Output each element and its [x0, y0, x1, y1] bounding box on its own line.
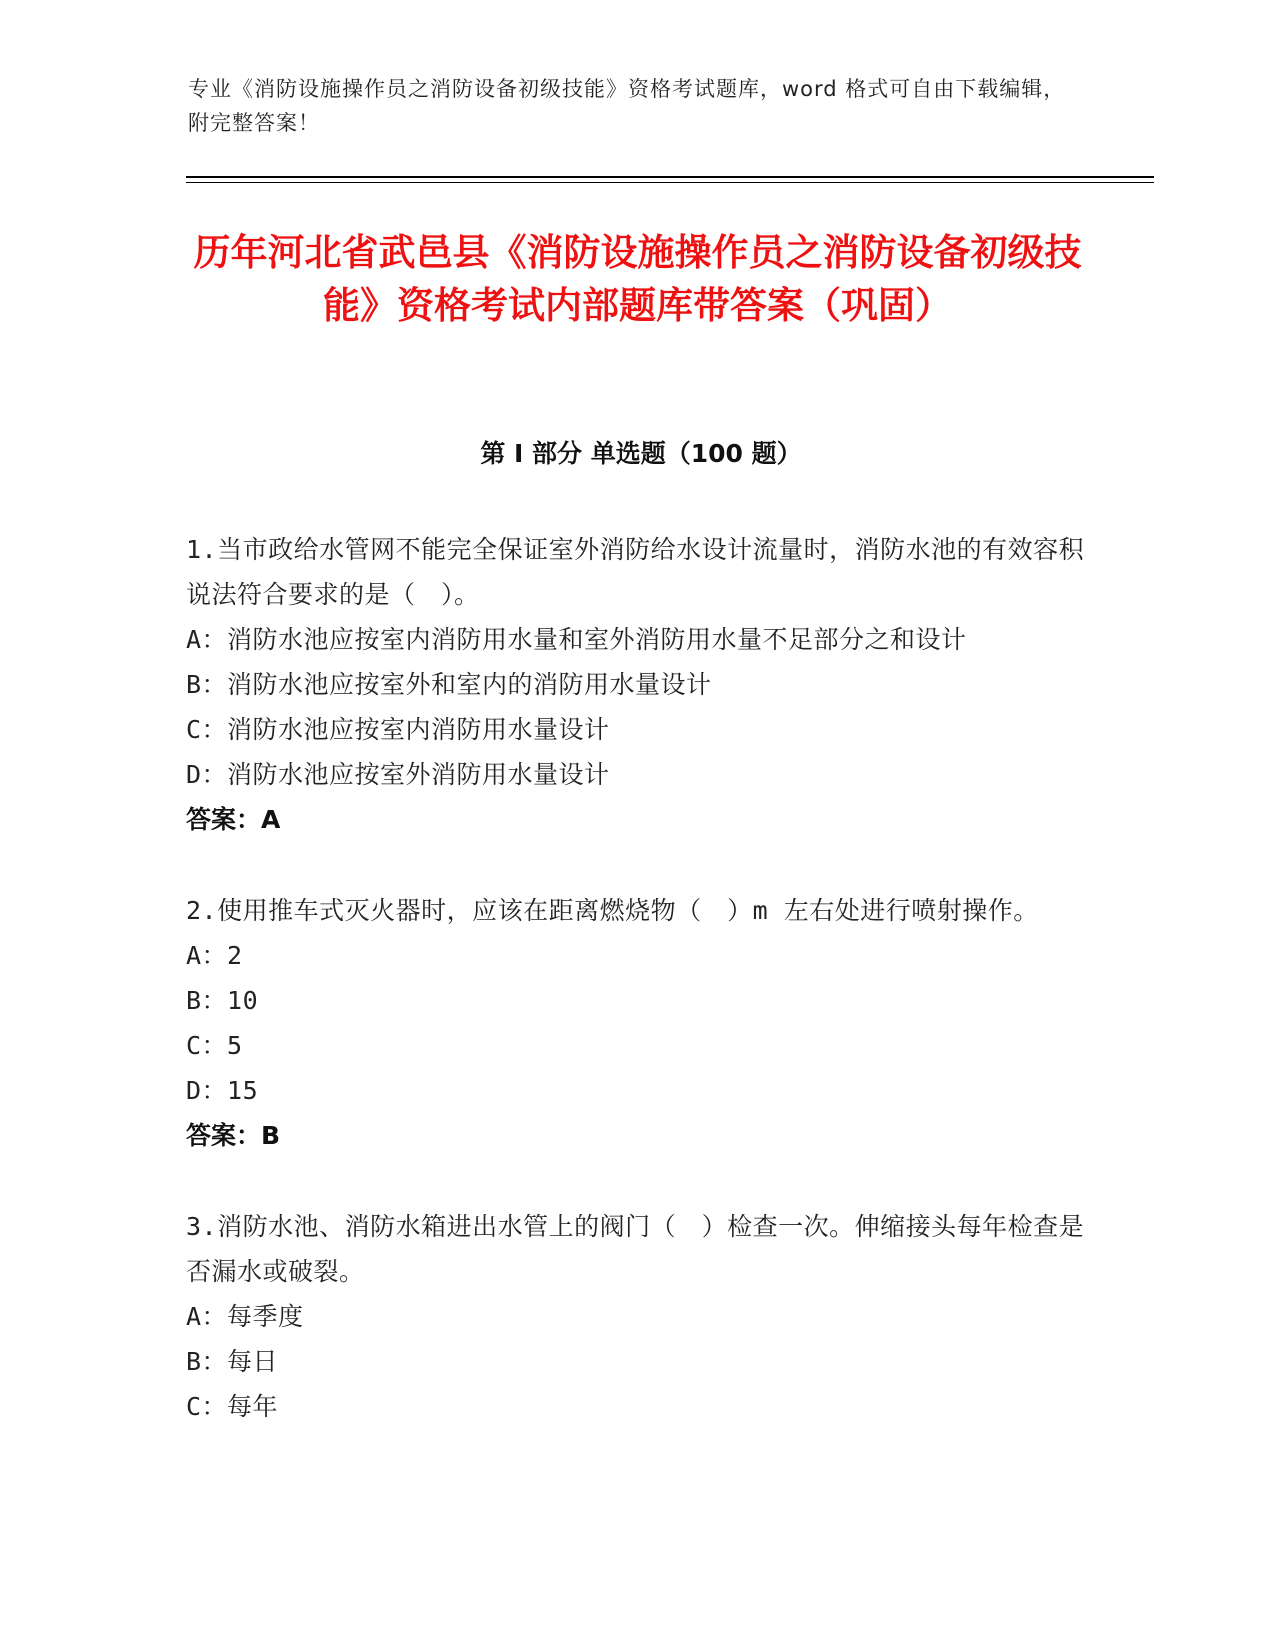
header-note: 专业《消防设施操作员之消防设备初级技能》资格考试题库，word 格式可自由下载编辑，附完整答案！	[188, 77, 1066, 135]
question-stem: 2.使用推车式灭火器时，应该在距离燃烧物（ ）m 左右处进行喷射操作。	[186, 896, 1039, 925]
option-a: A：消防水池应按室内消防用水量和室外消防用水量不足部分之和设计	[186, 625, 967, 654]
question-1	[186, 527, 1086, 842]
question-stem: 1.当市政给水管网不能完全保证室外消防给水设计流量时，消防水池的有效容积说法符合要求的是（ ）。	[186, 535, 1085, 609]
question-2	[186, 888, 1086, 1158]
option-d: D：15	[186, 1076, 259, 1105]
header-divider-thin	[186, 182, 1154, 183]
question-stem: 3.消防水池、消防水箱进出水管上的阀门（ ）检查一次。伸缩接头每年检查是否漏水或破裂。	[186, 1212, 1085, 1286]
question-3	[186, 1204, 1086, 1429]
option-c: C：每年	[186, 1392, 279, 1421]
section-title: 第 I 部分 单选题（100 题）	[480, 439, 802, 468]
document-title: 历年河北省武邑县《消防设施操作员之消防设备初级技能》资格考试内部题库带答案（巩固）	[193, 231, 1082, 327]
option-b: B：10	[186, 986, 259, 1015]
option-d: D：消防水池应按室外消防用水量设计	[186, 760, 610, 789]
option-b: B：每日	[186, 1347, 279, 1376]
question-list	[186, 527, 1086, 1475]
option-a: A：2	[186, 941, 243, 970]
option-c: C：消防水池应按室内消防用水量设计	[186, 715, 610, 744]
answer-line: 答案：B	[186, 1121, 281, 1150]
option-a: A：每季度	[186, 1302, 304, 1331]
option-c: C：5	[186, 1031, 243, 1060]
option-b: B：消防水池应按室外和室内的消防用水量设计	[186, 670, 712, 699]
answer-line: 答案：A	[186, 805, 281, 834]
header-divider	[186, 176, 1154, 178]
